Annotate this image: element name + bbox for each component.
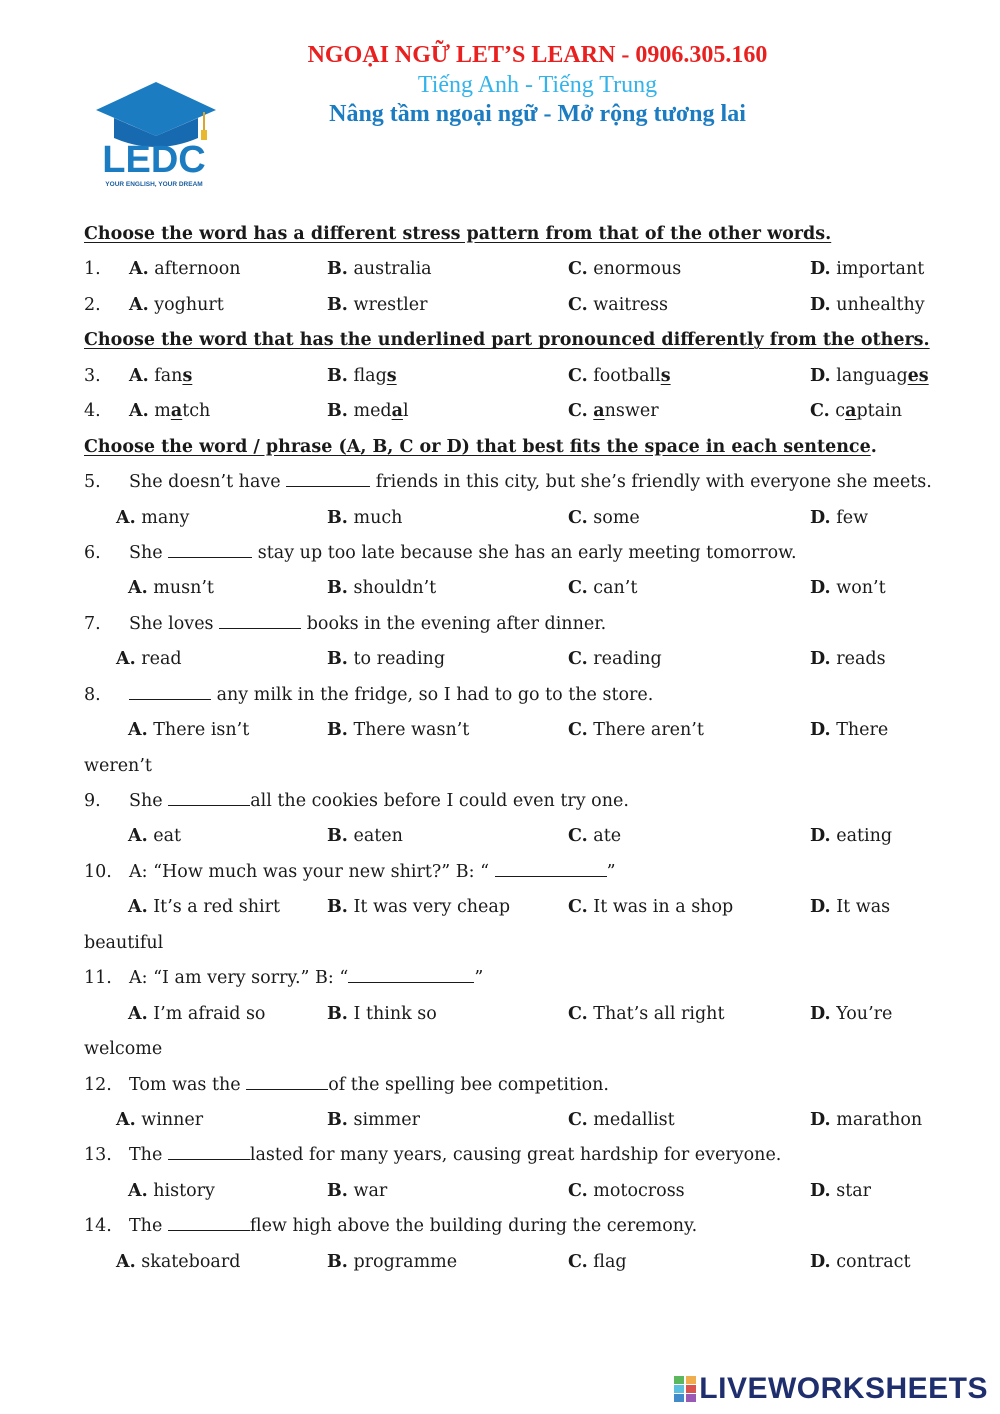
- option-c[interactable]: C. ate: [568, 826, 622, 847]
- question-number: 10.: [84, 861, 112, 882]
- answer-blank[interactable]: [168, 537, 252, 558]
- worksheet-body: [0, 217, 1000, 1280]
- question-13: [0, 1138, 1000, 1173]
- option-a: A. fans: [129, 365, 193, 386]
- option-b[interactable]: B. eaten: [327, 826, 403, 847]
- question-number: 8.: [84, 684, 101, 705]
- option-b[interactable]: B. shouldn’t: [327, 578, 437, 599]
- option-d[interactable]: D. star: [810, 1180, 872, 1201]
- answer-blank[interactable]: [168, 1139, 250, 1160]
- liveworksheets-icon: [674, 1376, 696, 1402]
- question-number: 14.: [84, 1216, 112, 1237]
- option-b[interactable]: B. to reading: [327, 649, 446, 670]
- options-10: [0, 890, 1000, 925]
- option-a[interactable]: A. I’m afraid so: [128, 1003, 266, 1024]
- option-b[interactable]: B. I think so: [327, 1003, 437, 1024]
- question-stem: A: “How much was your new shirt?” B: “ ”: [129, 855, 616, 890]
- options-14: [0, 1245, 1000, 1280]
- options-8: [0, 713, 1000, 748]
- option-d: D. unhealthy: [810, 294, 925, 315]
- option-a: A. yoghurt: [129, 294, 224, 315]
- question-9: [0, 784, 1000, 819]
- answer-blank[interactable]: [129, 679, 211, 700]
- question-number: 6.: [84, 542, 101, 563]
- question-stem: She stay up too late because she has an early meeting tomorrow.: [129, 536, 797, 571]
- option-d-wrap: beautiful: [84, 932, 164, 953]
- option-d: C. captain: [810, 401, 902, 422]
- option-d[interactable]: D. won’t: [810, 578, 886, 599]
- question-1: [0, 252, 1000, 287]
- question-number: 7.: [84, 613, 101, 634]
- question-number: 2.: [84, 294, 101, 315]
- question-4: [0, 394, 1000, 429]
- header-title: NGOẠI NGỮ LET’S LEARN - 0906.305.160: [307, 42, 768, 68]
- option-a[interactable]: A. eat: [128, 826, 182, 847]
- answer-blank[interactable]: [348, 962, 474, 983]
- question-number: 12.: [84, 1074, 112, 1095]
- question-stem: She loves books in the evening after dinner.: [129, 607, 606, 642]
- question-stem: The flew high above the building during the ceremony.: [129, 1209, 697, 1244]
- header-slogan: Nâng tầm ngoại ngữ - Mở rộng tương lai: [329, 101, 746, 127]
- question-stem: Tom was the of the spelling bee competition.: [129, 1068, 609, 1103]
- option-d[interactable]: D. reads: [810, 649, 886, 670]
- question-number: 5.: [84, 472, 101, 493]
- question-11: [0, 961, 1000, 996]
- question-12: [0, 1068, 1000, 1103]
- option-d[interactable]: D. contract: [810, 1251, 911, 1272]
- option-a[interactable]: A. There isn’t: [128, 720, 250, 741]
- option-d: D. languages: [810, 365, 929, 386]
- option-a: A. afternoon: [129, 259, 241, 280]
- logo-text: LEDC: [102, 139, 206, 181]
- option-a[interactable]: A. read: [116, 649, 182, 670]
- option-b[interactable]: B. programme: [327, 1251, 458, 1272]
- question-number: 3.: [84, 365, 101, 386]
- question-7: [0, 607, 1000, 642]
- question-number: 1.: [84, 259, 101, 280]
- option-b[interactable]: B. simmer: [327, 1109, 420, 1130]
- question-2: [0, 288, 1000, 323]
- option-c[interactable]: C. That’s all right: [568, 1003, 725, 1024]
- option-d: D. important: [810, 259, 925, 280]
- option-c: C. footballs: [568, 365, 671, 386]
- question-number: 4.: [84, 401, 101, 422]
- worksheet-header: [0, 0, 1000, 200]
- option-d-wrap: weren’t: [84, 755, 152, 776]
- header-subtitle: Tiếng Anh - Tiếng Trung: [417, 72, 658, 98]
- option-b[interactable]: B. It was very cheap: [327, 897, 511, 918]
- logo-tagline: YOUR ENGLISH, YOUR DREAM: [105, 181, 203, 188]
- answer-blank[interactable]: [219, 608, 301, 629]
- options-13: [0, 1174, 1000, 1209]
- question-8: [0, 678, 1000, 713]
- question-stem: She doesn’t have friends in this city, but she’s friendly with everyone she meets.: [129, 465, 932, 500]
- question-14: [0, 1209, 1000, 1244]
- question-stem: any milk in the fridge, so I had to go to the store.: [129, 678, 653, 713]
- option-a[interactable]: A. skateboard: [116, 1251, 241, 1272]
- option-d[interactable]: D. few: [810, 507, 869, 528]
- option-b: B. wrestler: [327, 294, 428, 315]
- option-b[interactable]: B. much: [327, 507, 403, 528]
- question-5: [0, 465, 1000, 500]
- option-a[interactable]: A. It’s a red shirt: [128, 897, 281, 918]
- answer-blank[interactable]: [246, 1069, 328, 1090]
- option-d-wrap: welcome: [84, 1039, 163, 1060]
- liveworksheets-brand: LIVEWORKSHEETS: [699, 1372, 988, 1405]
- options-11: [0, 997, 1000, 1032]
- option-c[interactable]: C. flag: [568, 1251, 627, 1272]
- answer-blank[interactable]: [168, 785, 250, 806]
- option-c[interactable]: C. There aren’t: [568, 720, 704, 741]
- option-d[interactable]: D. There: [810, 720, 889, 741]
- answer-blank[interactable]: [495, 856, 607, 877]
- question-number: 11.: [84, 968, 112, 989]
- option-b[interactable]: B. war: [327, 1180, 388, 1201]
- option-a[interactable]: A. history: [128, 1180, 215, 1201]
- option-c[interactable]: C. motocross: [568, 1180, 685, 1201]
- option-c: C. enormous: [568, 259, 682, 280]
- option-c: C. answer: [568, 401, 659, 422]
- question-stem: The lasted for many years, causing great hardship for everyone.: [129, 1138, 781, 1173]
- option-b: B. australia: [327, 259, 432, 280]
- question-3: [0, 359, 1000, 394]
- question-stem: She all the cookies before I could even try one.: [129, 784, 629, 819]
- section-instruction-fill: Choose the word / phrase (A, B, C or D) that best fits the space in each sentence.: [84, 436, 877, 457]
- option-b: B. flags: [327, 365, 397, 386]
- answer-blank[interactable]: [286, 466, 370, 487]
- section-instruction-stress: Choose the word has a different stress pattern from that of the other words.: [84, 224, 832, 244]
- options-6: [0, 571, 1000, 606]
- question-number: 9.: [84, 791, 101, 811]
- options-9: [0, 819, 1000, 854]
- option-c: C. waitress: [568, 294, 669, 315]
- option-c[interactable]: C. It was in a shop: [568, 897, 734, 918]
- option-a[interactable]: A. many: [116, 507, 190, 528]
- option-c[interactable]: C. reading: [568, 649, 662, 670]
- question-stem: A: “I am very sorry.” B: “ ”: [129, 961, 483, 996]
- option-d[interactable]: D. marathon: [810, 1109, 923, 1130]
- question-6: [0, 536, 1000, 571]
- option-d[interactable]: D. You’re: [810, 1003, 893, 1024]
- section-instruction-pronunciation: Choose the word that has the underlined part pronounced differently from the others.: [84, 330, 930, 351]
- question-number: 13.: [84, 1145, 112, 1166]
- liveworksheets-watermark: [674, 1372, 988, 1406]
- option-d[interactable]: D. It was: [810, 897, 891, 918]
- option-c[interactable]: C. can’t: [568, 578, 638, 599]
- options-12: [0, 1103, 1000, 1138]
- option-a[interactable]: A. winner: [116, 1109, 204, 1130]
- option-c[interactable]: C. medallist: [568, 1109, 675, 1130]
- answer-blank[interactable]: [168, 1210, 250, 1231]
- options-7: [0, 642, 1000, 677]
- options-5: [0, 501, 1000, 536]
- option-d[interactable]: D. eating: [810, 826, 893, 847]
- question-10: [0, 855, 1000, 890]
- option-b: B. medal: [327, 401, 409, 422]
- option-a: A. match: [129, 401, 211, 422]
- option-c[interactable]: C. some: [568, 507, 640, 528]
- option-b[interactable]: B. There wasn’t: [327, 720, 470, 741]
- option-a[interactable]: A. musn’t: [128, 578, 214, 599]
